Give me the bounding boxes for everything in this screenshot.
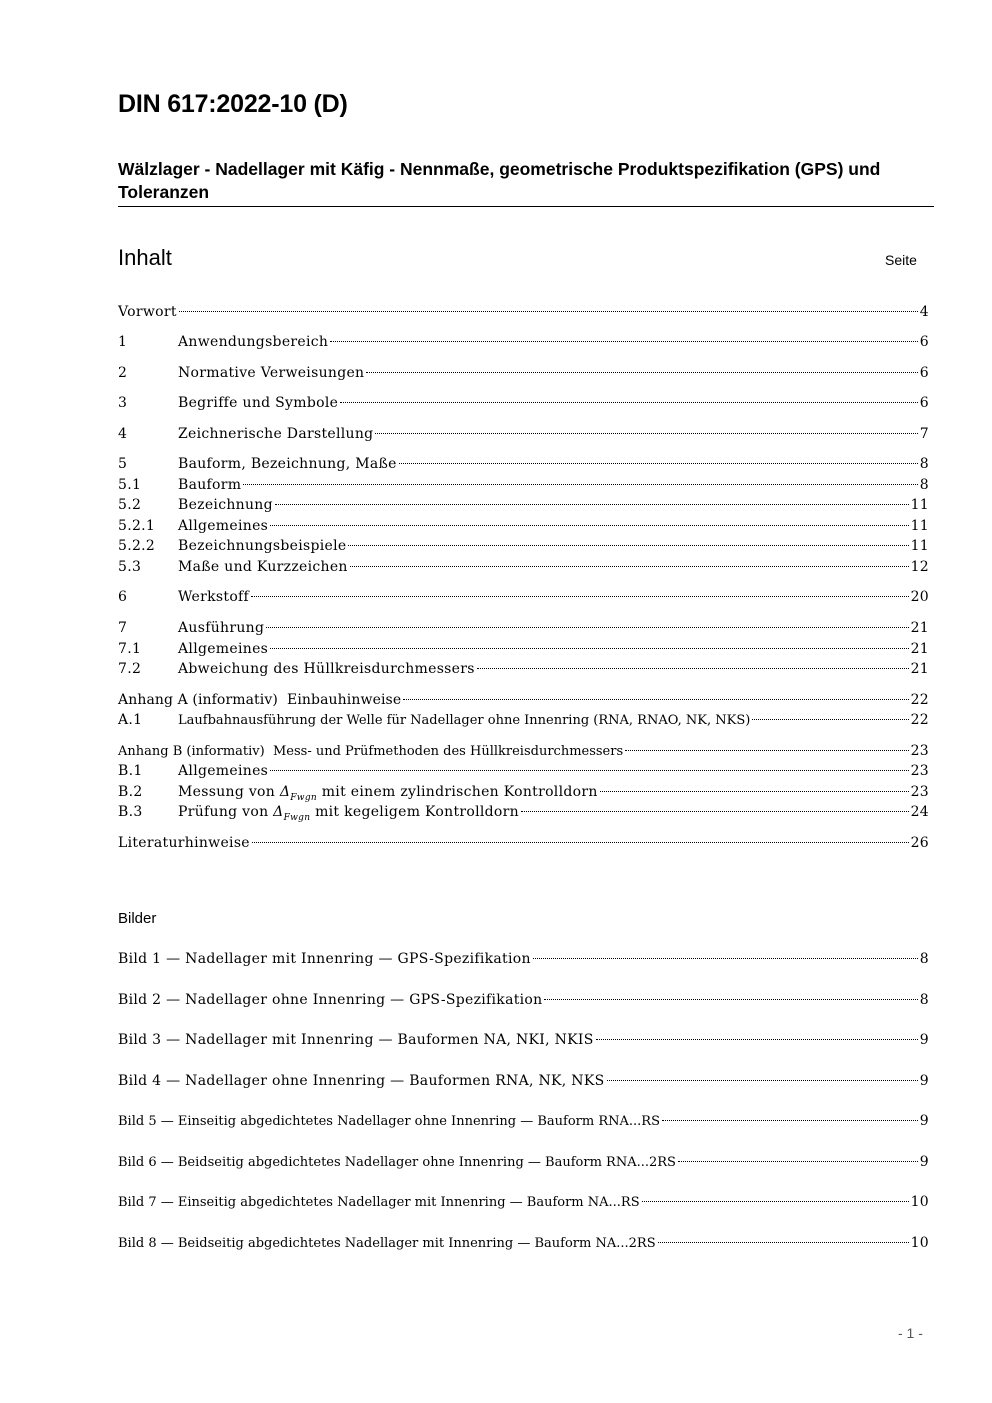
figure-entry-label: Bild 8 — Beidseitig abgedichtetes Nadellager mit Innenring — Bauform NA...2RS [118,1236,656,1251]
toc-entry-b-2[interactable] [118,782,929,802]
toc-entry-number: 5.1 [118,477,142,493]
leader-dots [544,999,917,1000]
toc-entry-label: Anhang B (informativ) Mess- und Prüfmethoden des Hüllkreisdurchmessers [118,744,624,759]
toc-entry-page: 20 [910,589,929,605]
leader-dots [340,402,918,403]
toc-entry-label: Allgemeines [178,641,269,657]
toc-entry-5-1[interactable] [118,475,929,495]
toc-entry-page: 4 [919,304,929,320]
toc-entry-4[interactable] [118,424,929,444]
toc-entry-literatur[interactable] [118,833,929,853]
leader-dots [607,1080,918,1081]
toc-entry-page: 11 [910,518,929,534]
toc-entry-number: B.3 [118,804,143,820]
figure-entry-label: Bild 5 — Einseitig abgedichtetes Nadellager ohne Innenring — Bauform RNA...RS [118,1114,660,1129]
leader-dots [251,596,909,597]
toc-entry-page: 23 [910,743,929,759]
toc-entry-b-1[interactable] [118,761,929,781]
toc-entry-page: 8 [919,456,929,472]
toc-entry-number: 5.2.1 [118,518,156,534]
leader-dots [243,484,917,485]
toc-entry-label: Zeichnerische Darstellung [178,426,374,442]
toc-entry-2[interactable] [118,363,929,383]
toc-entry-number: 4 [118,426,128,442]
toc-entry-page: 11 [910,538,929,554]
toc-entry-number: B.2 [118,784,143,800]
toc-entry-label: Allgemeines [178,518,269,534]
toc-entry-label: Bauform, Bezeichnung, Maße [178,456,397,472]
figure-entry-page: 9 [919,1073,929,1089]
toc-entry-annex-b[interactable] [118,741,929,761]
toc-entry-page: 22 [910,692,929,708]
toc-entry-label: Laufbahnausführung der Welle für Nadellager ohne Innenring (RNA, RNAO, NK, NKS) [178,713,751,728]
figure-entry-page: 8 [919,992,929,1008]
toc-entry-b-3[interactable] [118,802,929,822]
leader-dots [179,311,918,312]
toc-entry-3[interactable] [118,393,929,413]
toc-entry-page: 12 [910,559,929,575]
toc-entry-page: 21 [910,641,929,657]
toc-entry-label: Maße und Kurzzeichen [178,559,348,575]
label-suffix: mit kegeligem Kontrolldorn [310,804,519,820]
toc-entry-5-2[interactable] [118,495,929,515]
label-prefix: Prüfung von [178,804,274,820]
leader-dots [275,504,909,505]
toc-entry-page: 22 [910,712,929,728]
toc-entry-page: 6 [919,365,929,381]
figure-entry-1[interactable] [118,949,929,969]
leader-dots [658,1242,909,1243]
toc-entry-5-2-2[interactable] [118,536,929,556]
document-id: DIN 617:2022-10 (D) [118,90,348,118]
figure-entry-label: Bild 4 — Nadellager ohne Innenring — Bauformen RNA, NK, NKS [118,1073,605,1089]
toc-entry-label: Allgemeines [178,763,269,779]
toc-entry-1[interactable] [118,332,929,352]
leader-dots [366,372,917,373]
leader-dots [678,1161,918,1162]
toc-entry-5-3[interactable] [118,557,929,577]
toc-entry-number: 7.1 [118,641,142,657]
figure-entry-page: 9 [919,1113,929,1129]
figure-entry-3[interactable] [118,1030,929,1050]
leader-dots [350,566,909,567]
toc-entry-7[interactable] [118,618,929,638]
figure-entry-page: 10 [910,1194,929,1210]
leader-dots [596,1039,918,1040]
figure-entry-page: 8 [919,951,929,967]
toc-entry-number: 5.3 [118,559,142,575]
toc-entry-number: 5.2 [118,497,142,513]
toc-entry-annex-a[interactable] [118,690,929,710]
figure-entry-page: 10 [910,1235,929,1251]
leader-dots [403,699,908,700]
toc-entry-page: 23 [910,763,929,779]
toc-entry-label: Werkstoff [178,589,250,605]
figure-entry-4[interactable] [118,1071,929,1091]
delta-symbol: Δ [273,804,284,820]
title-divider [118,206,934,207]
figure-entry-label: Bild 2 — Nadellager ohne Innenring — GPS-Spezifikation [118,992,543,1008]
leader-dots [270,648,908,649]
toc-entry-label: Vorwort [118,304,177,320]
figure-entry-label: Bild 3 — Nadellager mit Innenring — Bauformen NA, NKI, NKIS [118,1032,594,1048]
toc-entry-label [178,802,519,828]
leader-dots [330,341,918,342]
figure-entry-page: 9 [919,1154,929,1170]
toc-entry-7-1[interactable] [118,639,929,659]
toc-page-column-label: Seite [885,252,917,268]
figure-entry-label: Bild 6 — Beidseitig abgedichtetes Nadellager ohne Innenring — Bauform RNA...2RS [118,1155,676,1170]
toc-entry-number: 7.2 [118,661,142,677]
toc-heading: Inhalt [118,245,172,270]
toc-entry-7-2[interactable] [118,659,929,679]
figure-entry-label: Bild 1 — Nadellager mit Innenring — GPS-Spezifikation [118,951,531,967]
toc-entry-5[interactable] [118,454,929,474]
symbol-subscript: Fwgn [283,812,311,823]
leader-dots [521,811,909,812]
toc-entry-number: 5 [118,456,128,472]
toc-entry-vorwort[interactable] [118,302,929,322]
toc-entry-label: Literaturhinweise [118,835,250,851]
figures-heading: Bilder [118,910,157,927]
leader-dots [270,770,908,771]
toc-entry-page: 6 [919,395,929,411]
toc-entry-page: 21 [910,620,929,636]
leader-dots [625,750,908,751]
figure-entry-page: 9 [919,1032,929,1048]
toc-entry-number: 2 [118,365,128,381]
figure-entry-7[interactable] [118,1192,929,1212]
toc-entry-number: 1 [118,334,128,350]
toc-entry-number: 6 [118,589,128,605]
figure-entry-5[interactable] [118,1111,929,1131]
toc-entry-number: B.1 [118,763,143,779]
leader-dots [642,1201,909,1202]
toc-entry-page: 8 [919,477,929,493]
label-prefix: Messung von [178,784,280,800]
toc-entry-label: Anwendungsbereich [178,334,329,350]
label-suffix: mit einem zylindrischen Kontrolldorn [316,784,598,800]
toc-entry-number: A.1 [118,712,143,728]
toc-entry-6[interactable] [118,587,929,607]
toc-entry-5-2-1[interactable] [118,516,929,536]
leader-dots [662,1120,918,1121]
leader-dots [252,842,909,843]
toc-entry-page: 11 [910,497,929,513]
toc-entry-number: 3 [118,395,128,411]
toc-entry-page: 6 [919,334,929,350]
toc-entry-number: 7 [118,620,128,636]
figure-entry-2[interactable] [118,990,929,1010]
leader-dots [752,719,908,720]
leader-dots [270,525,908,526]
toc-entry-page: 23 [910,784,929,800]
leader-dots [266,627,908,628]
toc-entry-label: Bezeichnungsbeispiele [178,538,347,554]
toc-entry-a-1[interactable] [118,710,929,730]
figure-entry-label: Bild 7 — Einseitig abgedichtetes Nadellager mit Innenring — Bauform NA...RS [118,1195,640,1210]
figure-entry-8[interactable] [118,1233,929,1253]
toc-entry-page: 21 [910,661,929,677]
toc-entry-label: Bauform [178,477,242,493]
toc-entry-label: Begriffe und Symbole [178,395,339,411]
toc-entry-label: Anhang A (informativ) Einbauhinweise [118,692,402,708]
page-number: - 1 - [898,1325,923,1341]
leader-dots [399,463,918,464]
toc-entry-label: Abweichung des Hüllkreisdurchmessers [178,661,475,677]
leader-dots [348,545,908,546]
toc-entry-label: Normative Verweisungen [178,365,365,381]
leader-dots [375,433,917,434]
toc-entry-page: 24 [910,804,929,820]
figure-entry-6[interactable] [118,1152,929,1172]
toc-entry-page: 7 [919,426,929,442]
delta-symbol: Δ [279,784,291,800]
toc-entry-number: 5.2.2 [118,538,156,554]
leader-dots [533,958,918,959]
document-title: Wälzlager - Nadellager mit Käfig - Nennmaße, geometrische Produktspezifikation (GPS) und Toleranzen [118,159,881,202]
toc-entry-label: Ausführung [178,620,265,636]
toc-entry-label: Bezeichnung [178,497,273,513]
leader-dots [477,668,909,669]
toc-entry-page: 26 [910,835,929,851]
leader-dots [600,791,909,792]
symbol-subscript: Fwgn [290,792,317,803]
